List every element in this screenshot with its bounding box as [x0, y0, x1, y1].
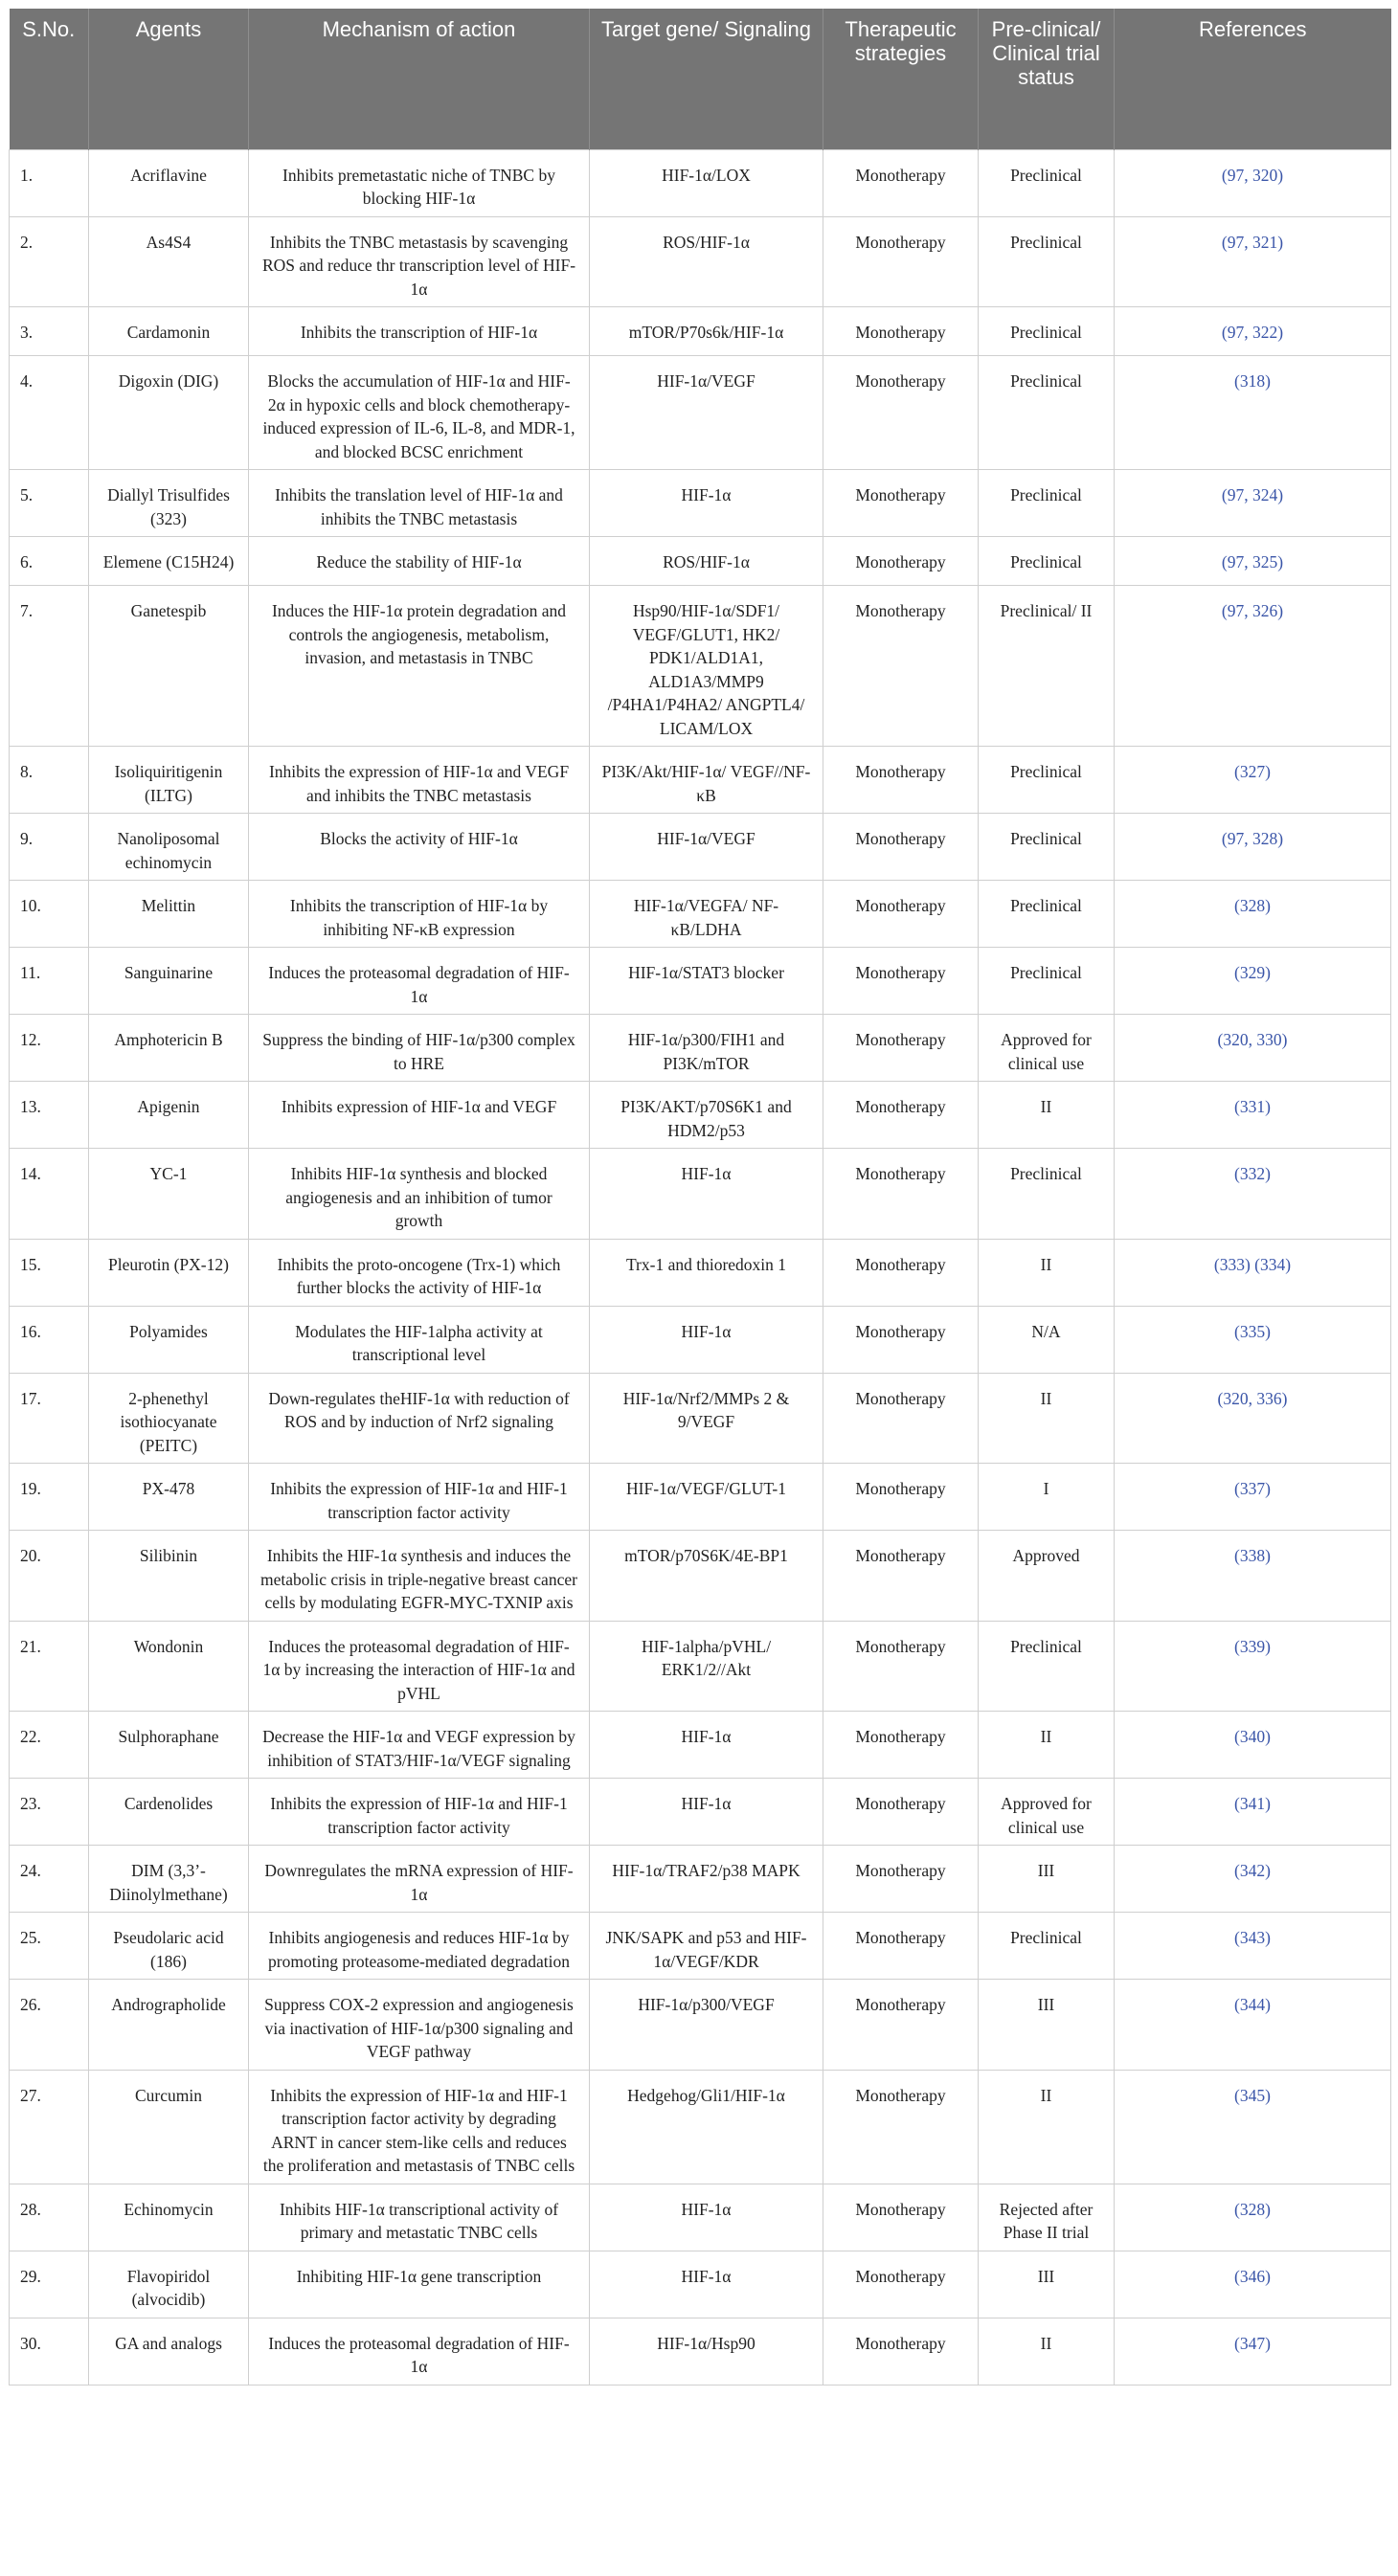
cell-target: HIF-1α/VEGFA/ NF-κB/LDHA — [590, 881, 823, 948]
table-row — [10, 2070, 1391, 2184]
cell-status: Preclinical — [979, 470, 1115, 537]
cell-status: Approved — [979, 1531, 1115, 1622]
cell-mechanism: Modulates the HIF-1alpha activity at transcriptional level — [249, 1306, 590, 1373]
cell-sno: 3. — [10, 307, 89, 356]
cell-mechanism: Induces the proteasomal degradation of HIF-1α by increasing the interaction of HIF-1α and pVHL — [249, 1621, 590, 1712]
table-row — [10, 149, 1391, 216]
cell-target: HIF-1α/STAT3 blocker — [590, 948, 823, 1015]
table-row — [10, 948, 1391, 1015]
cell-target: HIF-1α/Hsp90 — [590, 2318, 823, 2385]
cell-mechanism: Induces the HIF-1α protein degradation and controls the angiogenesis, metabolism, invasion, and metastasis in TNBC — [249, 586, 590, 747]
cell-agent: Pleurotin (PX-12) — [89, 1239, 249, 1306]
cell-mechanism: Induces the proteasomal degradation of HIF-1α — [249, 2318, 590, 2385]
cell-status: III — [979, 1980, 1115, 2071]
cell-status: Preclinical — [979, 537, 1115, 586]
cell-mechanism: Inhibits the HIF-1α synthesis and induces the metabolic crisis in triple-negative breast cancer cells by modulating EGFR-MYC-TXNIP axis — [249, 1531, 590, 1622]
cell-mechanism: Inhibits the transcription of HIF-1α — [249, 307, 590, 356]
cell-references[interactable]: (338) — [1115, 1531, 1391, 1622]
cell-strategy: Monotherapy — [823, 307, 979, 356]
cell-status: Rejected after Phase II trial — [979, 2184, 1115, 2251]
cell-strategy: Monotherapy — [823, 216, 979, 307]
cell-references[interactable]: (328) — [1115, 2184, 1391, 2251]
cell-references[interactable]: (343) — [1115, 1913, 1391, 1980]
cell-target: ROS/HIF-1α — [590, 216, 823, 307]
cell-agent: Sulphoraphane — [89, 1712, 249, 1779]
cell-target: HIF-1α/Nrf2/MMPs 2 & 9/VEGF — [590, 1373, 823, 1464]
cell-sno: 6. — [10, 537, 89, 586]
cell-strategy: Monotherapy — [823, 814, 979, 881]
table-row — [10, 356, 1391, 470]
cell-references[interactable]: (341) — [1115, 1779, 1391, 1846]
header-target: Target gene/ Signaling — [590, 9, 823, 149]
cell-agent: PX-478 — [89, 1464, 249, 1531]
table-row — [10, 1373, 1391, 1464]
cell-strategy: Monotherapy — [823, 1712, 979, 1779]
cell-sno: 7. — [10, 586, 89, 747]
cell-strategy: Monotherapy — [823, 747, 979, 814]
cell-strategy: Monotherapy — [823, 1149, 979, 1240]
cell-agent: Melittin — [89, 881, 249, 948]
cell-status: II — [979, 1712, 1115, 1779]
cell-target: HIF-1α — [590, 1306, 823, 1373]
cell-references[interactable]: (347) — [1115, 2318, 1391, 2385]
cell-references[interactable]: (97, 322) — [1115, 307, 1391, 356]
cell-target: HIF-1α — [590, 470, 823, 537]
cell-agent: Wondonin — [89, 1621, 249, 1712]
cell-references[interactable]: (97, 328) — [1115, 814, 1391, 881]
table-row — [10, 470, 1391, 537]
cell-target: HIF-1α/p300/FIH1 and PI3K/mTOR — [590, 1015, 823, 1082]
cell-references[interactable]: (339) — [1115, 1621, 1391, 1712]
cell-status: Preclinical/ II — [979, 586, 1115, 747]
cell-target: HIF-1alpha/pVHL/ ERK1/2//Akt — [590, 1621, 823, 1712]
table-row — [10, 537, 1391, 586]
table-row — [10, 216, 1391, 307]
table-row — [10, 1015, 1391, 1082]
cell-mechanism: Down-regulates theHIF-1α with reduction of ROS and by induction of Nrf2 signaling — [249, 1373, 590, 1464]
cell-agent: YC-1 — [89, 1149, 249, 1240]
cell-references[interactable]: (333) (334) — [1115, 1239, 1391, 1306]
cell-references[interactable]: (320, 336) — [1115, 1373, 1391, 1464]
cell-strategy: Monotherapy — [823, 1779, 979, 1846]
cell-references[interactable]: (327) — [1115, 747, 1391, 814]
cell-mechanism: Suppress COX-2 expression and angiogenesis via inactivation of HIF-1α/p300 signaling and VEGF pathway — [249, 1980, 590, 2071]
cell-agent: Cardamonin — [89, 307, 249, 356]
cell-strategy: Monotherapy — [823, 2318, 979, 2385]
cell-target: HIF-1α — [590, 1712, 823, 1779]
cell-mechanism: Blocks the activity of HIF-1α — [249, 814, 590, 881]
table-row — [10, 1621, 1391, 1712]
cell-sno: 15. — [10, 1239, 89, 1306]
cell-status: II — [979, 2318, 1115, 2385]
cell-status: Preclinical — [979, 1149, 1115, 1240]
table-row — [10, 1239, 1391, 1306]
cell-references[interactable]: (344) — [1115, 1980, 1391, 2071]
cell-sno: 2. — [10, 216, 89, 307]
cell-agent: Digoxin (DIG) — [89, 356, 249, 470]
cell-agent: Silibinin — [89, 1531, 249, 1622]
cell-mechanism: Induces the proteasomal degradation of HIF-1α — [249, 948, 590, 1015]
cell-sno: 30. — [10, 2318, 89, 2385]
table-row — [10, 814, 1391, 881]
cell-strategy: Monotherapy — [823, 586, 979, 747]
cell-mechanism: Inhibits premetastatic niche of TNBC by blocking HIF-1α — [249, 149, 590, 216]
cell-strategy: Monotherapy — [823, 1846, 979, 1913]
cell-agent: GA and analogs — [89, 2318, 249, 2385]
cell-status: II — [979, 1082, 1115, 1149]
cell-references[interactable]: (342) — [1115, 1846, 1391, 1913]
cell-references[interactable]: (335) — [1115, 1306, 1391, 1373]
cell-agent: Elemene (C15H24) — [89, 537, 249, 586]
cell-mechanism: Inhibits the proto-oncogene (Trx-1) which further blocks the activity of HIF-1α — [249, 1239, 590, 1306]
cell-references[interactable]: (332) — [1115, 1149, 1391, 1240]
cell-agent: Amphotericin B — [89, 1015, 249, 1082]
cell-mechanism: Inhibits HIF-1α transcriptional activity of primary and metastatic TNBC cells — [249, 2184, 590, 2251]
cell-references[interactable]: (318) — [1115, 356, 1391, 470]
cell-target: mTOR/p70S6K/4E-BP1 — [590, 1531, 823, 1622]
cell-sno: 9. — [10, 814, 89, 881]
cell-status: Preclinical — [979, 149, 1115, 216]
cell-status: Preclinical — [979, 881, 1115, 948]
cell-references[interactable]: (329) — [1115, 948, 1391, 1015]
cell-mechanism: Inhibits the expression of HIF-1α and VEGF and inhibits the TNBC metastasis — [249, 747, 590, 814]
table-row — [10, 1846, 1391, 1913]
table-row — [10, 1306, 1391, 1373]
header-strategy: Therapeutic strategies — [823, 9, 979, 149]
cell-agent: As4S4 — [89, 216, 249, 307]
cell-agent: Flavopiridol (alvocidib) — [89, 2251, 249, 2318]
header-sno: S.No. — [10, 9, 89, 149]
table-row — [10, 1779, 1391, 1846]
cell-status: III — [979, 2251, 1115, 2318]
cell-agent: Sanguinarine — [89, 948, 249, 1015]
cell-agent: Apigenin — [89, 1082, 249, 1149]
table-row — [10, 2251, 1391, 2318]
cell-strategy: Monotherapy — [823, 948, 979, 1015]
table-row — [10, 1980, 1391, 2071]
cell-strategy: Monotherapy — [823, 1464, 979, 1531]
cell-references[interactable]: (320, 330) — [1115, 1015, 1391, 1082]
cell-mechanism: Inhibits the TNBC metastasis by scavenging ROS and reduce thr transcription level of HIF-1α — [249, 216, 590, 307]
table-row — [10, 881, 1391, 948]
cell-agent: Andrographolide — [89, 1980, 249, 2071]
cell-sno: 27. — [10, 2070, 89, 2184]
header-status: Pre-clinical/ Clinical trial status — [979, 9, 1115, 149]
cell-status: Approved for clinical use — [979, 1779, 1115, 1846]
cell-target: ROS/HIF-1α — [590, 537, 823, 586]
cell-mechanism: Reduce the stability of HIF-1α — [249, 537, 590, 586]
cell-references[interactable]: (331) — [1115, 1082, 1391, 1149]
cell-mechanism: Inhibits the expression of HIF-1α and HIF-1 transcription factor activity by degrading ARNT in cancer stem-like cells and reduces the proliferation and metastasis of TNBC cells — [249, 2070, 590, 2184]
cell-agent: Pseudolaric acid (186) — [89, 1913, 249, 1980]
cell-status: II — [979, 1239, 1115, 1306]
header-references: References — [1115, 9, 1391, 149]
cell-sno: 28. — [10, 2184, 89, 2251]
table-row — [10, 1082, 1391, 1149]
cell-agent: Acriflavine — [89, 149, 249, 216]
cell-references[interactable]: (337) — [1115, 1464, 1391, 1531]
table-row — [10, 307, 1391, 356]
cell-mechanism: Inhibits the transcription of HIF-1α by inhibiting NF-κB expression — [249, 881, 590, 948]
table-row — [10, 1913, 1391, 1980]
cell-strategy: Monotherapy — [823, 1913, 979, 1980]
cell-mechanism: Decrease the HIF-1α and VEGF expression by inhibition of STAT3/HIF-1α/VEGF signaling — [249, 1712, 590, 1779]
table-header — [10, 9, 1391, 149]
cell-mechanism: Inhibits the expression of HIF-1α and HIF-1 transcription factor activity — [249, 1464, 590, 1531]
cell-mechanism: Inhibits the expression of HIF-1α and HIF-1 transcription factor activity — [249, 1779, 590, 1846]
cell-references[interactable]: (97, 321) — [1115, 216, 1391, 307]
cell-references[interactable]: (97, 326) — [1115, 586, 1391, 747]
cell-target: HIF-1α — [590, 2184, 823, 2251]
table-row — [10, 1464, 1391, 1531]
cell-sno: 14. — [10, 1149, 89, 1240]
agents-table — [9, 9, 1391, 2386]
cell-agent: Diallyl Trisulfides (323) — [89, 470, 249, 537]
cell-status: Preclinical — [979, 216, 1115, 307]
cell-status: I — [979, 1464, 1115, 1531]
cell-references[interactable]: (97, 324) — [1115, 470, 1391, 537]
cell-references[interactable]: (97, 325) — [1115, 537, 1391, 586]
cell-target: JNK/SAPK and p53 and HIF-1α/VEGF/KDR — [590, 1913, 823, 1980]
cell-status: Preclinical — [979, 356, 1115, 470]
cell-status: Preclinical — [979, 747, 1115, 814]
table-row — [10, 1531, 1391, 1622]
cell-target: PI3K/Akt/HIF-1α/ VEGF//NF-κB — [590, 747, 823, 814]
header-mechanism: Mechanism of action — [249, 9, 590, 149]
cell-sno: 23. — [10, 1779, 89, 1846]
cell-target: HIF-1α/LOX — [590, 149, 823, 216]
cell-sno: 16. — [10, 1306, 89, 1373]
cell-status: N/A — [979, 1306, 1115, 1373]
table-row — [10, 586, 1391, 747]
cell-references[interactable]: (340) — [1115, 1712, 1391, 1779]
cell-agent: Nanoliposomal echinomycin — [89, 814, 249, 881]
cell-sno: 10. — [10, 881, 89, 948]
cell-status: II — [979, 1373, 1115, 1464]
cell-strategy: Monotherapy — [823, 1082, 979, 1149]
cell-status: Preclinical — [979, 1621, 1115, 1712]
cell-target: HIF-1α/TRAF2/p38 MAPK — [590, 1846, 823, 1913]
cell-target: HIF-1α — [590, 1779, 823, 1846]
cell-strategy: Monotherapy — [823, 537, 979, 586]
cell-strategy: Monotherapy — [823, 1531, 979, 1622]
cell-references[interactable]: (346) — [1115, 2251, 1391, 2318]
cell-status: Approved for clinical use — [979, 1015, 1115, 1082]
cell-agent: Curcumin — [89, 2070, 249, 2184]
cell-status: Preclinical — [979, 814, 1115, 881]
cell-sno: 29. — [10, 2251, 89, 2318]
cell-strategy: Monotherapy — [823, 1239, 979, 1306]
cell-sno: 22. — [10, 1712, 89, 1779]
cell-strategy: Monotherapy — [823, 1015, 979, 1082]
cell-agent: Ganetespib — [89, 586, 249, 747]
cell-target: HIF-1α/VEGF — [590, 356, 823, 470]
cell-status: II — [979, 2070, 1115, 2184]
cell-sno: 24. — [10, 1846, 89, 1913]
cell-sno: 8. — [10, 747, 89, 814]
cell-agent: Cardenolides — [89, 1779, 249, 1846]
cell-status: III — [979, 1846, 1115, 1913]
cell-strategy: Monotherapy — [823, 1306, 979, 1373]
table-row — [10, 1712, 1391, 1779]
cell-strategy: Monotherapy — [823, 1621, 979, 1712]
cell-strategy: Monotherapy — [823, 2251, 979, 2318]
cell-target: HIF-1α — [590, 2251, 823, 2318]
cell-sno: 21. — [10, 1621, 89, 1712]
header-row — [10, 9, 1391, 149]
cell-strategy: Monotherapy — [823, 2070, 979, 2184]
cell-strategy: Monotherapy — [823, 356, 979, 470]
table-body — [10, 149, 1391, 2385]
cell-sno: 19. — [10, 1464, 89, 1531]
cell-target: HIF-1α/p300/VEGF — [590, 1980, 823, 2071]
cell-mechanism: Inhibits angiogenesis and reduces HIF-1α by promoting proteasome-mediated degradation — [249, 1913, 590, 1980]
table-row — [10, 2318, 1391, 2385]
cell-target: mTOR/P70s6k/HIF-1α — [590, 307, 823, 356]
cell-sno: 11. — [10, 948, 89, 1015]
cell-strategy: Monotherapy — [823, 470, 979, 537]
cell-references[interactable]: (345) — [1115, 2070, 1391, 2184]
cell-strategy: Monotherapy — [823, 881, 979, 948]
cell-agent: Echinomycin — [89, 2184, 249, 2251]
table-row — [10, 2184, 1391, 2251]
cell-status: Preclinical — [979, 1913, 1115, 1980]
table-row — [10, 747, 1391, 814]
cell-target: HIF-1α/VEGF — [590, 814, 823, 881]
cell-mechanism: Inhibits the translation level of HIF-1α and inhibits the TNBC metastasis — [249, 470, 590, 537]
cell-mechanism: Downregulates the mRNA expression of HIF-1α — [249, 1846, 590, 1913]
header-agents: Agents — [89, 9, 249, 149]
table-row — [10, 1149, 1391, 1240]
cell-strategy: Monotherapy — [823, 1980, 979, 2071]
cell-target: PI3K/AKT/p70S6K1 and HDM2/p53 — [590, 1082, 823, 1149]
cell-strategy: Monotherapy — [823, 2184, 979, 2251]
cell-mechanism: Inhibits HIF-1α synthesis and blocked angiogenesis and an inhibition of tumor growth — [249, 1149, 590, 1240]
cell-mechanism: Inhibits expression of HIF-1α and VEGF — [249, 1082, 590, 1149]
cell-agent: DIM (3,3’-Diinolylmethane) — [89, 1846, 249, 1913]
cell-sno: 1. — [10, 149, 89, 216]
cell-strategy: Monotherapy — [823, 149, 979, 216]
cell-agent: Isoliquiritigenin (ILTG) — [89, 747, 249, 814]
cell-mechanism: Blocks the accumulation of HIF-1α and HIF-2α in hypoxic cells and block chemotherapy-induced expression of IL-6, IL-8, and MDR-1, and blocked BCSC enrichment — [249, 356, 590, 470]
cell-mechanism: Suppress the binding of HIF-1α/p300 complex to HRE — [249, 1015, 590, 1082]
cell-sno: 17. — [10, 1373, 89, 1464]
cell-sno: 5. — [10, 470, 89, 537]
cell-references[interactable]: (97, 320) — [1115, 149, 1391, 216]
cell-target: Trx-1 and thioredoxin 1 — [590, 1239, 823, 1306]
cell-sno: 20. — [10, 1531, 89, 1622]
cell-references[interactable]: (328) — [1115, 881, 1391, 948]
cell-strategy: Monotherapy — [823, 1373, 979, 1464]
cell-target: HIF-1α — [590, 1149, 823, 1240]
cell-mechanism: Inhibiting HIF-1α gene transcription — [249, 2251, 590, 2318]
cell-sno: 12. — [10, 1015, 89, 1082]
cell-status: Preclinical — [979, 948, 1115, 1015]
cell-sno: 25. — [10, 1913, 89, 1980]
cell-sno: 26. — [10, 1980, 89, 2071]
cell-agent: Polyamides — [89, 1306, 249, 1373]
cell-sno: 4. — [10, 356, 89, 470]
cell-sno: 13. — [10, 1082, 89, 1149]
cell-agent: 2-phenethyl isothiocyanate (PEITC) — [89, 1373, 249, 1464]
cell-target: HIF-1α/VEGF/GLUT-1 — [590, 1464, 823, 1531]
cell-status: Preclinical — [979, 307, 1115, 356]
cell-target: Hsp90/HIF-1α/SDF1/ VEGF/GLUT1, HK2/ PDK1/ALD1A1, ALD1A3/MMP9 /P4HA1/P4HA2/ ANGPTL4/ LICAM/LOX — [590, 586, 823, 747]
cell-target: Hedgehog/Gli1/HIF-1α — [590, 2070, 823, 2184]
